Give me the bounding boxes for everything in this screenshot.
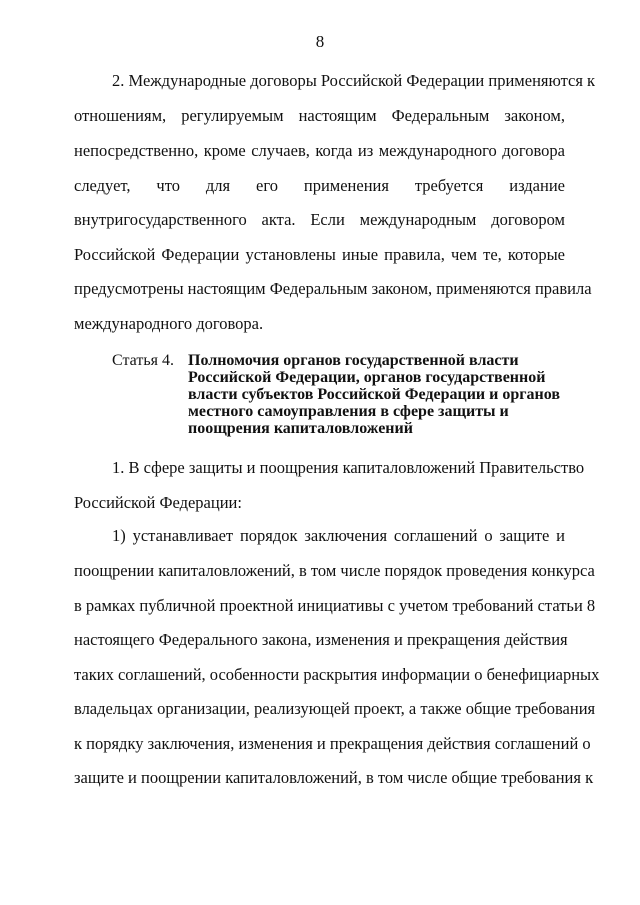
- paragraph-2-line: внутригосударственного акта. Если международным договором: [74, 210, 565, 229]
- item-1-line: 1) устанавливает порядок заключения соглашений о защите и: [112, 526, 565, 545]
- item-1-line: к порядку заключения, изменения и прекращения действия соглашений о: [74, 734, 591, 753]
- item-1-line: защите и поощрении капиталовложений, в том числе общие требования к: [74, 768, 594, 787]
- paragraph-2-line: Российской Федерации установлены иные правила, чем те, которые: [74, 245, 565, 264]
- item-1-line: поощрении капиталовложений, в том числе порядок проведения конкурса: [74, 561, 595, 580]
- item-1-line: настоящего Федерального закона, изменения и прекращения действия: [74, 630, 568, 649]
- article-title-line: поощрения капиталовложений: [188, 420, 413, 437]
- paragraph-2-line: 2. Международные договоры Российской Федерации применяются к: [112, 71, 596, 90]
- paragraph-2-line: непосредственно, кроме случаев, когда из международного договора: [74, 141, 565, 160]
- paragraph-2-line: отношениям, регулируемым настоящим Федеральным законом,: [74, 106, 565, 125]
- paragraph-2-line: международного договора.: [74, 314, 264, 333]
- item-1-line: владельцах организации, реализующей проект, а также общие требования: [74, 699, 596, 718]
- article-title: [188, 352, 568, 437]
- article-title-line: местного самоуправления в сфере защиты и: [188, 403, 509, 420]
- item-1-line: в рамках публичной проектной инициативы с учетом требований статьи 8: [74, 596, 596, 615]
- article-label: Статья 4.: [112, 352, 174, 369]
- paragraph-2-line: следует, что для его применения требуется издание: [74, 176, 565, 195]
- article-title-line: Российской Федерации, органов государственной: [188, 369, 546, 386]
- item-1-line: таких соглашений, особенности раскрытия информации о бенефициарных: [74, 665, 600, 684]
- paragraph-1-line: 1. В сфере защиты и поощрения капиталовложений Правительство: [112, 458, 585, 477]
- paragraph-1-line: Российской Федерации:: [74, 493, 242, 512]
- article-title-line: власти субъектов Российской Федерации и органов: [188, 386, 560, 403]
- page-number: 8: [315, 32, 325, 51]
- paragraph-2-line: предусмотрены настоящим Федеральным законом, применяются правила: [74, 279, 592, 298]
- article-title-line: Полномочия органов государственной власти: [188, 352, 519, 369]
